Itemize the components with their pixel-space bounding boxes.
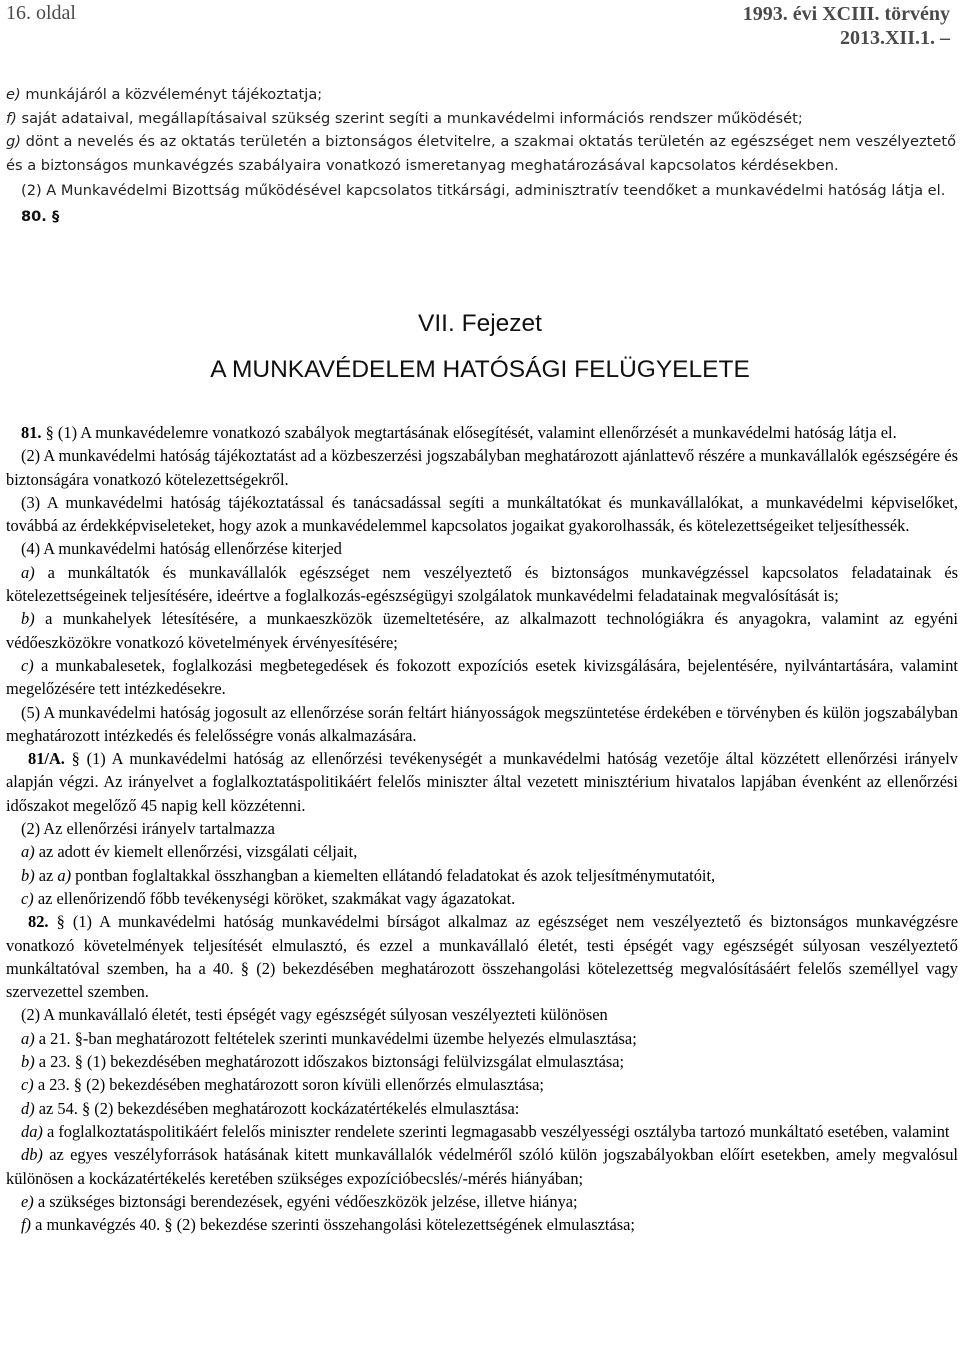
section-82-item-a <box>6 1027 958 1050</box>
law-reference <box>743 2 950 50</box>
section-80 <box>6 205 956 229</box>
section-81-p3: (3) A munkavédelmi hatóság tájékoztatással és tanácsadással segíti a munkáltatókat és munkavállalókat, a munkavédelmi képviselőket, továbbá az érdekképviseleteket, hogy azok a munkavédelemmel kapcsolatos jogaikat gyakorolhassák, és kötelezettségeiket teljesíthessék. <box>6 492 958 536</box>
item-text: az ellenőrizendő főbb tevékenységi köröket, szakmákat vagy ágazatokat. <box>33 888 516 908</box>
section-82-item-f <box>6 1213 958 1236</box>
item-marker: f) <box>21 1215 32 1235</box>
chapter-title: A MUNKAVÉDELEM HATÓSÁGI FELÜGYELETE <box>210 356 750 383</box>
item-text: a szükséges biztonsági berendezések, egyéni védőeszközök jelzése, illetve hiánya; <box>33 1191 578 1211</box>
section-81a-item-b <box>6 864 958 887</box>
item-marker: e) <box>6 86 21 103</box>
section-82-p2: (2) A munkavállaló életét, testi épségét vagy egészségét súlyosan veszélyezteti különösen <box>21 1005 608 1025</box>
item-marker: c) <box>21 888 34 908</box>
item-marker: g) <box>6 133 21 150</box>
page-header <box>0 0 960 52</box>
chapter-heading <box>0 310 960 384</box>
item-marker: f) <box>6 109 17 127</box>
section-81-item-c <box>6 654 958 701</box>
page-number: 16. oldal <box>6 2 76 24</box>
paragraph-2: (2) A Munkavédelmi Bizottság működésével kapcsolatos titkársági, adminisztratív teendőket a munkavédelmi hatóság látja el. <box>21 182 946 199</box>
item-g <box>6 130 956 177</box>
item-f <box>6 107 956 131</box>
item-marker: d) <box>21 1098 35 1118</box>
item-text: a munkahelyek létesítésére, a munkaeszközök üzemeltetésére, az alkalmazott technológiákra és anyagokra, valamint az egyéni védőeszközökre vonatkozó követelmények érvényesítésére; <box>6 609 958 652</box>
item-text: a munkavégzés 40. § (2) bekezdése szerinti összehangolási kötelezettségének elmulasztása; <box>31 1215 635 1235</box>
chapter-number: VII. Fejezet <box>418 310 542 337</box>
item-reference: a) <box>57 865 72 885</box>
item-text: a munkáltatók és munkavállalók egészséget nem veszélyeztető és biztonságos munkavégzéssel kapcsolatos feladatainak és kötelezettségeinek teljesítésére, ideértve a foglalkozás-egészségügyi szolgálatok munkavédelmi feladatainak megvalósítását is; <box>6 562 958 606</box>
main-body <box>6 421 958 1236</box>
section-82-item-e <box>6 1190 958 1213</box>
section-81a-p2: (2) Az ellenőrzési irányelv tartalmazza <box>21 819 275 839</box>
item-marker: a) <box>21 562 35 582</box>
paragraph-text: (1) A munkavédelmi hatóság munkavédelmi bírságot alkalmaz az egészséget nem veszélyeztető és biztonságos munkavégzésre vonatkozó követelmények teljesítését elmulasztó, és ezzel a munkavállaló életét, testi épségét vagy egészségét súlyosan veszélyeztető munkáltatóval szemben, ha a 40. § (2) bekezdésében meghatározott összehangolási kötelezettség megvalósításáért felelős személlyel vagy szervezettel szemben. <box>6 912 958 1002</box>
top-block <box>6 83 956 228</box>
item-text: a 21. §-ban meghatározott feltételek szerinti munkavédelmi üzembe helyezés elmulasztása; <box>34 1028 637 1048</box>
item-text: pontban foglaltakkal összhangban a kiemelten ellátandó feladatokat és azok teljesítménymutatóit, <box>71 865 716 885</box>
item-text: az 54. § (2) bekezdésében meghatározott kockázatértékelés elmulasztása: <box>34 1098 520 1118</box>
section-81-item-a <box>6 561 958 608</box>
section-number: 81. <box>21 423 42 442</box>
item-marker: c) <box>21 655 34 675</box>
item-text: a foglalkoztatáspolitikáért felelős miniszter rendelete szerinti legmagasabb veszélyességi osztályba tartozó munkáltató esetében, valamint <box>42 1121 950 1141</box>
section-81-p2: (2) A munkavédelmi hatóság tájékoztatást ad a közbeszerzési jogszabályban meghatározott ajánlattevő részére a munkavállalók egészségére és biztonságára vonatkozó kötelezettségekről. <box>6 446 958 489</box>
section-81-p1 <box>6 421 958 444</box>
item-marker: b) <box>21 609 35 629</box>
section-number: 80. <box>21 207 47 225</box>
section-82-item-c <box>6 1073 958 1096</box>
item-marker: db) <box>21 1145 43 1165</box>
item-e <box>6 83 956 107</box>
section-number: 81/A. <box>28 749 65 769</box>
section-81a-p1 <box>6 747 958 817</box>
section-81a-item-c <box>6 887 958 910</box>
item-marker: e) <box>21 1191 34 1211</box>
section-sign: § <box>45 423 54 442</box>
item-marker: b) <box>21 865 35 885</box>
item-text: a munkabalesetek, foglalkozási megbetegedések és fokozott expozíciós esetek kivizsgálására, bejelentésére, nyilvántartására, valamint megelőzésére tett intézkedésekre. <box>6 655 958 699</box>
paragraph-text: (1) A munkavédelemre vonatkozó szabályok megtartásának elősegítését, valamint ellenőrzését a munkavédelmi hatóság látja el. <box>53 423 897 442</box>
item-text: munkájáról a közvéleményt tájékoztatja; <box>20 86 323 103</box>
item-marker: a) <box>21 842 35 862</box>
section-81a-item-a <box>6 840 958 863</box>
item-text: a 23. § (2) bekezdésében meghatározott soron kívüli ellenőrzés elmulasztása; <box>33 1075 544 1095</box>
item-marker: c) <box>21 1075 34 1095</box>
section-81-item-b <box>6 607 958 654</box>
section-sign: § <box>56 912 65 932</box>
paragraph-text: (1) A munkavédelmi hatóság az ellenőrzési tevékenységét a munkavédelmi hatóság vezetője által közzétett ellenőrzési irányelv alapján végzi. Az irányelvet a foglalkoztatáspolitikáért felelős miniszter által vezetett minisztérium hivatalos lapjában évenként az ellenőrzési időszakot megelőző 45 napig kell közzétenni. <box>6 749 958 815</box>
item-text: a 23. § (1) bekezdésében meghatározott időszakos biztonsági felülvizsgálat elmulasztása; <box>34 1052 625 1072</box>
section-82-item-db <box>6 1143 958 1190</box>
section-82-item-d <box>6 1097 958 1120</box>
item-text: dönt a nevelés és az oktatás területén a biztonságos életvitelre, a szakmai oktatás területén az egészséget nem veszélyeztető és a biztonságos munkavégzés szabályaira vonatkozó ismeretanyag meghatározásával kapcsolatos kérdésekben. <box>6 133 956 174</box>
section-81-p5: (5) A munkavédelmi hatóság jogosult az ellenőrzése során feltárt hiányosságok megszüntetése érdekében e törvényben és külön jogszabályban meghatározott intézkedés és felelősségre vonás alkalmazására. <box>6 702 958 745</box>
item-text: az adott év kiemelt ellenőrzési, vizsgálati céljait, <box>34 842 358 862</box>
section-81-p4: (4) A munkavédelmi hatóság ellenőrzése kiterjed <box>21 539 342 559</box>
law-version: 2013.XII.1. – <box>839 27 950 49</box>
law-title: 1993. évi XCIII. törvény <box>742 3 950 25</box>
item-text: az <box>34 865 58 885</box>
item-marker: b) <box>21 1052 35 1072</box>
item-text: az egyes veszélyforrások hatásának kitett munkavállalók védelméről szóló külön jogszabályokban előírt esetekben, amely megvalósul különösen a kockázatértékelés keretében szükséges expozícióbecslés/-mérés hiányában; <box>6 1145 958 1188</box>
section-82-item-b <box>6 1050 958 1073</box>
section-number: 82. <box>28 912 49 932</box>
section-sign: § <box>51 207 60 225</box>
item-marker: a) <box>21 1028 35 1048</box>
item-text: saját adataival, megállapításaival szükség szerint segíti a munkavédelmi információs rendszer működését; <box>16 109 803 127</box>
section-sign: § <box>71 749 80 769</box>
section-82-item-da <box>6 1120 958 1143</box>
item-marker: da) <box>21 1121 43 1141</box>
section-82-p1 <box>6 910 958 1003</box>
